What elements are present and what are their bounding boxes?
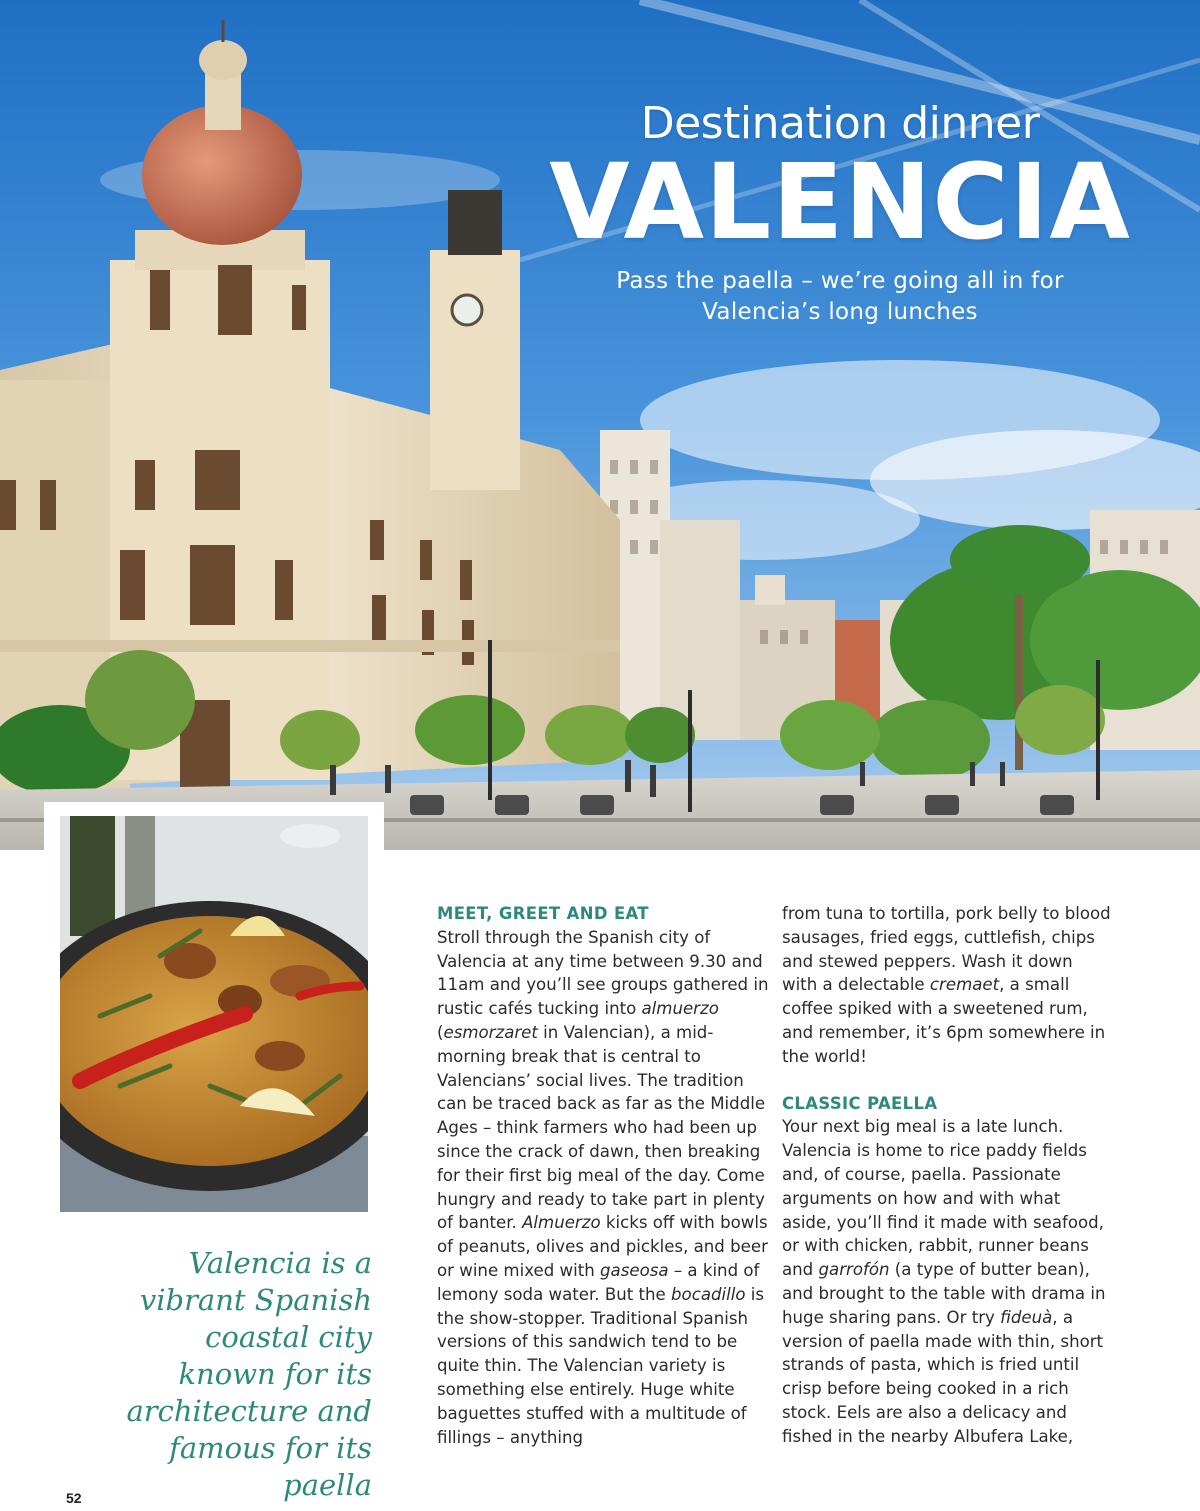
body-paragraph-1-continued	[782, 902, 1112, 1069]
inset-photo-frame	[44, 802, 384, 1227]
body-paragraph-2	[782, 1115, 1112, 1448]
italic-term: fideuà	[1000, 1307, 1053, 1327]
kicker: Destination dinner	[640, 98, 1040, 149]
text-run: is the show-stopper. Traditional Spanish versions of this sandwich tend to be quite thin. The Valencian variety is something else entirely. Huge white baguettes stuffed with a multitude of fillings – anything	[437, 1284, 765, 1447]
italic-term: Almuerzo	[522, 1213, 601, 1233]
hero-text-block	[540, 100, 1140, 328]
text-run: kicks off with bowls of peanuts, olives and pickles, and beer or wine mixed with	[437, 1213, 768, 1280]
page-title: VALENCIA	[549, 141, 1131, 264]
italic-term: garrofón	[818, 1260, 890, 1280]
text-run: Stroll through the Spanish city of Valencia at any time between 9.30 and 11am and you’ll see groups gathered in rustic cafés tucking into	[437, 927, 769, 1019]
standfirst: Pass the paella – we’re going all in for Valencia’s long lunches	[616, 267, 1064, 325]
body-paragraph-1	[437, 926, 772, 1450]
italic-term: esmorzaret	[443, 1022, 538, 1042]
italic-term: gaseosa	[600, 1260, 669, 1280]
text-run: – a kind of lemony soda water. But the	[437, 1260, 760, 1304]
text-run: , a small coffee spiked with a sweetened rum, and remember, it’s 6pm somewhere in the world!	[782, 975, 1106, 1066]
paella-pan-image	[60, 816, 368, 1212]
article-column-2	[782, 902, 1112, 1449]
text-run: Your next big meal is a late lunch. Valencia is home to rice paddy fields and, of course, paella. Passionate arguments on how and with what aside, you’ll find it made with seafood, or with chicken, rabbit, runner beans and	[782, 1117, 1104, 1280]
italic-term: almuerzo	[641, 999, 719, 1019]
text-run: from tuna to tortilla, pork belly to blood sausages, fried eggs, cuttlefish, chips and stewed peppers. Wash it down with a delectable	[782, 904, 1111, 995]
section-heading-classic-paella: CLASSIC PAELLA	[782, 1093, 938, 1113]
italic-term: bocadillo	[671, 1284, 746, 1304]
text-run: in Valencian), a mid-morning break that is central to Valencians’ social lives. The tradition can be traced back as far as the Middle Ages – think farmers who had been up since the crack of dawn, then breaking for their first big meal of the day. Come hungry and ready to take part in plenty of banter.	[437, 1022, 766, 1233]
italic-term: cremaet	[929, 975, 1000, 995]
text-run: (	[437, 1022, 444, 1042]
section-heading-meet-greet-eat: MEET, GREET AND EAT	[437, 904, 649, 923]
pull-quote	[100, 1245, 372, 1504]
pull-quote-text: Valencia is a vibrant Spanish coastal city known for its architecture and famous for its paella	[126, 1246, 372, 1502]
text-run: (a type of butter bean), and brought to the table with drama in huge sharing pans. Or try	[782, 1260, 1106, 1327]
text-run: , a version of paella made with thin, short strands of pasta, which is fried until crisp before being cooked in a rich stock. Eels are also a delicacy and fished in the nearby Albufera Lake,	[782, 1307, 1104, 1446]
article-column-1	[437, 902, 772, 1449]
page-number: 52	[66, 1490, 82, 1506]
